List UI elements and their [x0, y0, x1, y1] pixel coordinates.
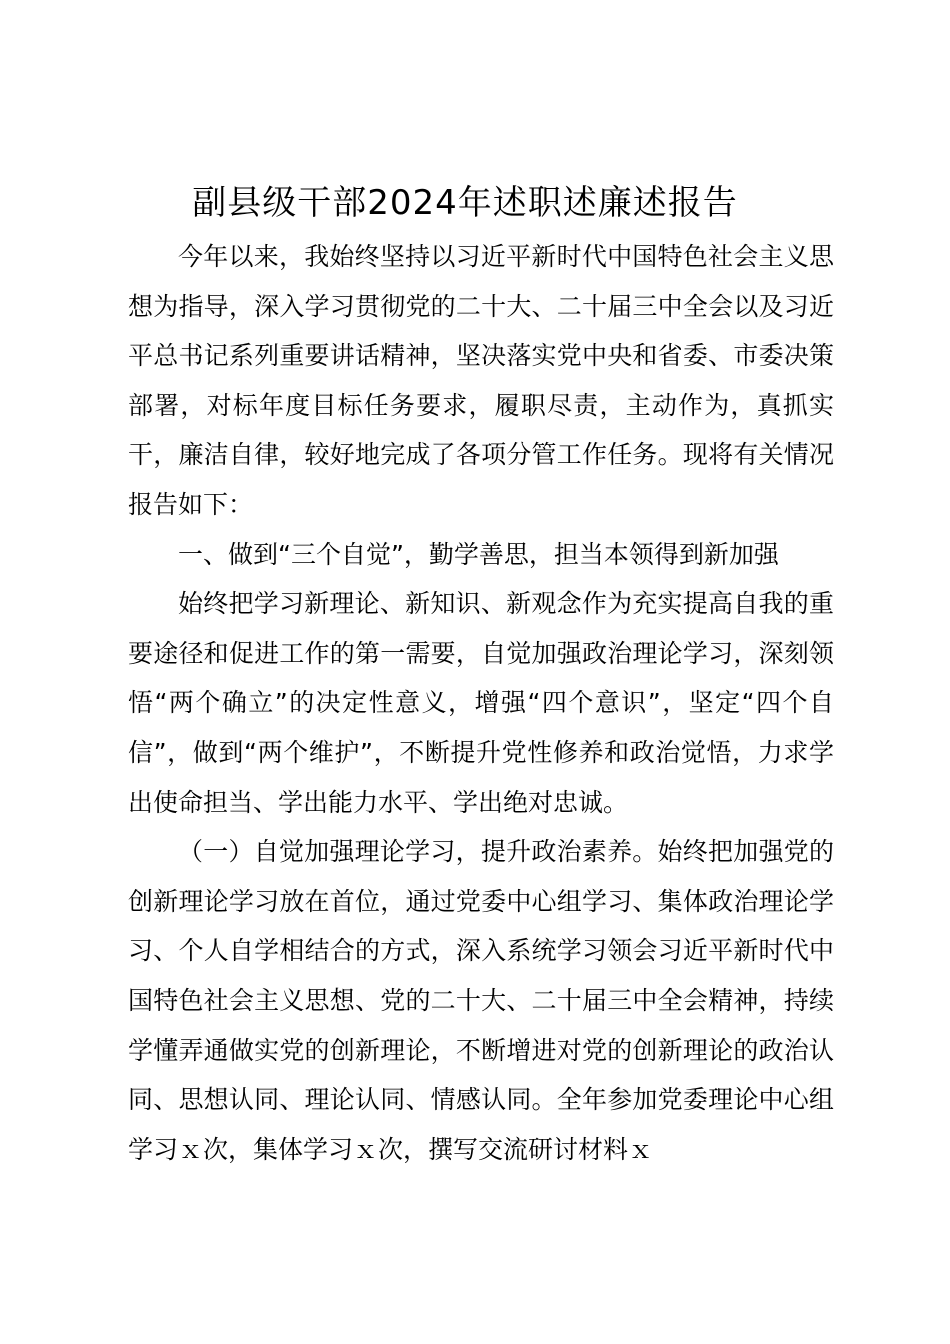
section-heading-1: 一、做到“三个自觉”，勤学善思，担当本领得到新加强 [178, 539, 779, 569]
document-body [128, 232, 834, 1174]
section-1-paragraph: 始终把学习新理论、新知识、新观念作为充实提高自我的重要途径和促进工作的第一需要，自觉加强政治理论学习，深刻领悟“两个确立”的决定性意义，增强“四个意识”，坚定“四个自信”，做到“两个维护”，不断提升党性修养和政治觉悟，力求学出使命担当、学出能力水平、学出绝对忠诚。 [128, 589, 834, 817]
document-title: 副县级干部2024年述职述廉述报告 [192, 183, 738, 223]
subsection-1-paragraph: （一）自觉加强理论学习，提升政治素养。始终把加强党的创新理论学习放在首位，通过党委中心组学习、集体政治理论学习、个人自学相结合的方式，深入系统学习领会习近平新时代中国特色社会主义思想、党的二十大、二十届三中全会精神，持续学懂弄通做实党的创新理论，不断增进对党的创新理论的政治认同、思想认同、理论认同、情感认同。全年参加党委理论中心组学习ｘ次，集体学习ｘ次，撰写交流研讨材料ｘ [128, 837, 834, 1164]
intro-paragraph: 今年以来，我始终坚持以习近平新时代中国特色社会主义思想为指导，深入学习贯彻党的二十大、二十届三中全会以及习近平总书记系列重要讲话精神，坚决落实党中央和省委、市委决策部署，对标年度目标任务要求，履职尽责，主动作为，真抓实干，廉洁自律，较好地完成了各项分管工作任务。现将有关情况报告如下： [128, 242, 834, 519]
